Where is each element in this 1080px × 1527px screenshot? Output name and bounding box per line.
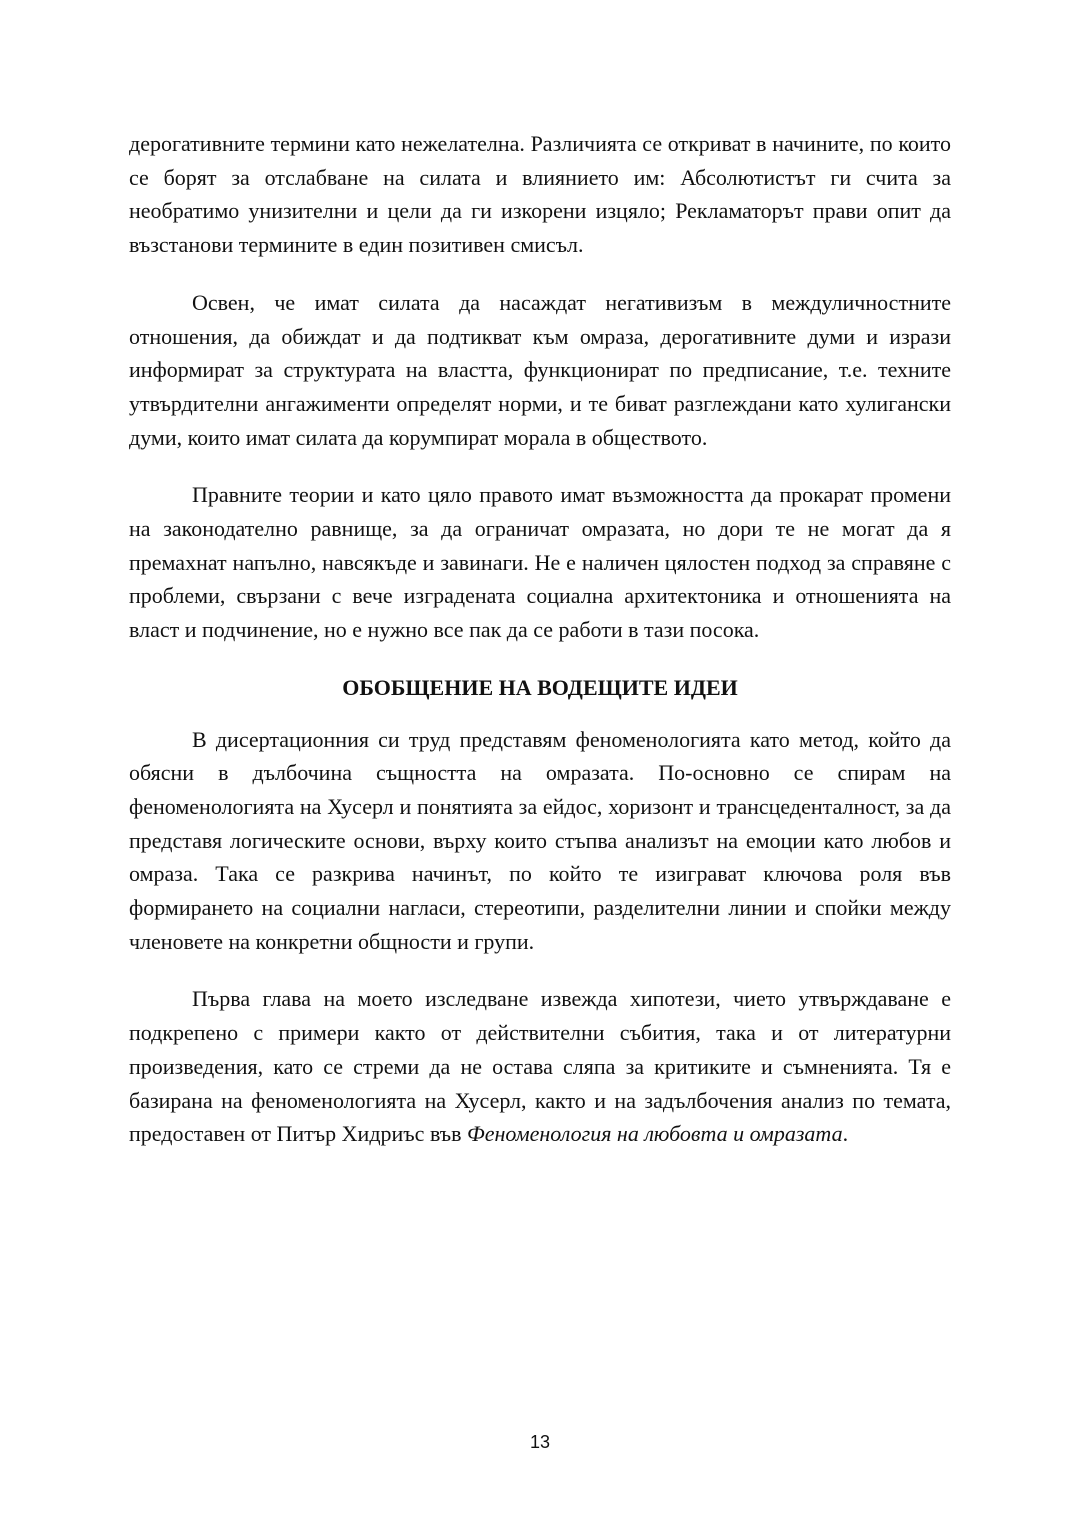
first-chapter-end: . bbox=[842, 1121, 849, 1147]
first-chapter-text: Първа глава на моето изследване извежда хипотези, чието утвърждаване е подкрепено с примери както от действителни събития, така и от литературни произведения, като се стреми да не остава сляпа за критиките и съмненията. Тя е базирана на феноменологията на Хусерл, както и на задълбочения анализ по темата, предоставен от Питър Хидриъс във bbox=[129, 986, 951, 1147]
paragraph-derogatory-terms: дерогативните термини като нежелателна. Различията се откриват в начините, по които се борят за отслабване на силата и влиянието им: Абсолютистът ги счита за необратимо унизителни и цели да ги изкорени изцяло; Рекламаторът прави опит да възстанови термините в един позитивен смисъл. bbox=[129, 131, 951, 258]
page-number: 13 bbox=[529, 1432, 551, 1452]
paragraph-dissertation-summary: В дисертационния си труд представям феноменологията като метод, който да обясни в дълбочина същността на омразата. По-основно се спирам на феноменологията на Хусерл и понятията за ейдос, хоризонт и трансцеденталност, за да представя логическите основи, върху които стъпва анализът на емоции като любов и омраза. Така се разкрива начинът, по който те изиграват ключова роля във формирането на социални нагласи, стереотипи, разделителни линии и спойки между членовете на конкретни общности и групи. bbox=[129, 726, 951, 954]
paragraph-first-chapter bbox=[129, 982, 951, 1151]
paragraph-interpersonal-relations: Освен, че имат силата да насаждат негативизъм в междуличностните отношения, да обиждат и да подтикват към омраза, дерогативните думи и изрази информират за структурата на властта, функционират по предписание, т.е. техните утвърдителни ангажименти определят норми, и те биват разглеждани като хулигански думи, които имат силата да корумпират морала в обществото. bbox=[129, 289, 951, 450]
paragraph-legal-theories: Правните теории и като цяло правото имат възможността да прокарат промени на законодателно равнище, за да ограничат омразата, но дори те не могат да я премахнат напълно, навсякъде и завинаги. Не е наличен цялостен подход за справяне с проблеми, свързани с вече изградената социална архитектоника и отношенията на власт и подчинение, но е нужно все пак да се работи в тази посока. bbox=[129, 482, 951, 643]
book-title: Феноменология на любовта и омразата bbox=[467, 1121, 843, 1147]
section-heading: ОБОБЩЕНИЕ НА ВОДЕЩИТЕ ИДЕИ bbox=[342, 674, 738, 700]
page-body bbox=[129, 127, 951, 1151]
